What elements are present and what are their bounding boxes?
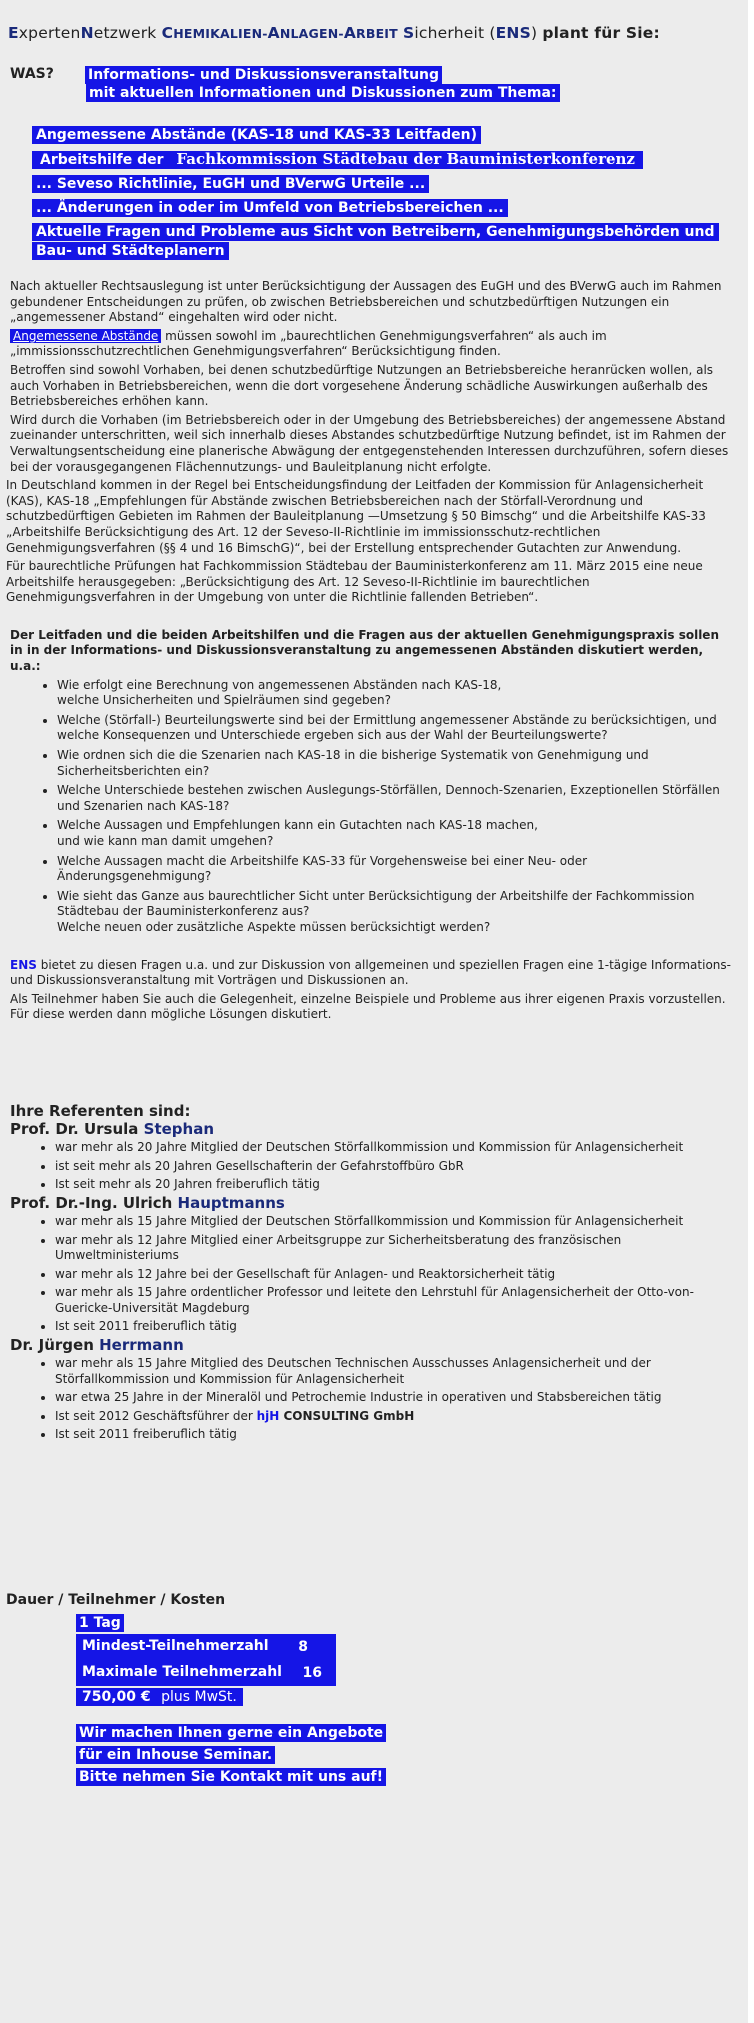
paragraph: Wird durch die Vorhaben (im Betriebsbereich oder in der Umgebung des Betriebsbereiches) der angemessene Abstand zueinander unterschritten, weil sich innerhalb dieses Abstandes schutzbedürftige Nutzung befindet, ist im Rahmen der Verwaltungsentscheidung eine planerische Abwägung der entgegenstehenden Interessen durchzuführen, sofern dieses bei der vorausgegangenen Flächennutzungs- und Bauleitplanung nicht erfolgte. <box>10 412 729 474</box>
paragraph: Als Teilnehmer haben Sie auch die Gelegenheit, einzelne Beispiele und Probleme aus ihrer eigenen Praxis vorzustellen. Für diese werden dann mögliche Lösungen diskutiert. <box>10 991 726 1022</box>
paragraph: Betroffen sind sowohl Vorhaben, bei denen schutzbedürftige Nutzungen an Betriebsbereiche heranrücken wollen, als auch Vorhaben in Betriebsbereichen, wenn die dort vorgesehene Änderung schädliche Auswirkungen außerhalb des Betriebsbereiches erhöhen kann. <box>10 362 714 409</box>
paragraph: Für baurechtliche Prüfungen hat Fachkommission Städtebau der Bauministerkonferenz am 11. März 2015 eine neue Arbeitshilfe herausgegeben: „Berücksichtigung des Art. 12 Seveso-II-Richtlinie im baurechtlichen Genehmigungsverfahren in der Umgebung von unter die Richtlinie fallenden Betrieben“. <box>6 559 703 605</box>
price: 750,00 € plus MwSt. <box>76 1688 243 1706</box>
topic-item: ... Änderungen in oder im Umfeld von Betriebsbereichen ... <box>32 199 732 218</box>
list-item: • war mehr als 15 Jahre Mitglied der Deutschen Störfallkommission und Kommission für Anlagensicherheit <box>55 1214 735 1230</box>
referent-list <box>10 1356 735 1443</box>
questions-title: Der Leitfaden und die beiden Arbeitshilfen und die Fragen aus der aktuellen Genehmigungspraxis sollen in in der Informations- und Diskussionsveranstaltung zu angemessenen Abständen diskutiert werden, u.a.: <box>10 627 719 674</box>
referent-name: Prof. Dr.-Ing. Ulrich Hauptmanns <box>10 1193 285 1212</box>
cost-block <box>76 1612 386 1788</box>
list-item: • Ist seit 2011 freiberuflich tätig <box>55 1427 735 1443</box>
list-item: • ist seit mehr als 20 Jahren Gesellschafterin der Gefahrstoffbüro GbR <box>55 1159 735 1175</box>
list-item: • war mehr als 20 Jahre Mitglied der Deutschen Störfallkommission und Kommission für Anlagensicherheit <box>55 1140 735 1156</box>
list-item: • Welche Aussagen und Empfehlungen kann ein Gutachten nach KAS-18 machen, und wie kann man damit umgehen? <box>57 818 735 849</box>
was-label: WAS? <box>10 66 54 82</box>
referents-section <box>10 1104 735 1446</box>
list-item: • Wie erfolgt eine Berechnung von angemessenen Abständen nach KAS-18, welche Unsicherheiten und Spielräumen sind gegeben? <box>57 678 735 709</box>
referent-list <box>10 1214 735 1335</box>
question-list <box>10 678 735 936</box>
paragraph: Angemessene Abstände müssen sowohl im „baurechtlichen Genehmigungsverfahren“ als auch im „immissionsschutzrechtlichen Genehmigungsverfahren“ Berücksichtigung finden. <box>10 328 607 359</box>
referent-name: Dr. Jürgen Herrmann <box>10 1335 184 1354</box>
list-item: • Welche (Störfall-) Beurteilungswerte sind bei der Ermittlung angemessener Abstände zu berücksichtigen, und welche Konsequenzen und Unterschiede ergeben sich aus der Wahl der Beurteilungswerte? <box>57 713 735 744</box>
referent-list <box>10 1140 735 1193</box>
list-item: • Welche Unterschiede bestehen zwischen Auslegungs-Störfällen, Dennoch-Szenarien, Exzeptionellen Störfällen und Szenarien nach KAS-18? <box>57 783 735 814</box>
list-item: • war etwa 25 Jahre in der Mineralöl und Petrochemie Industrie in operativen und Stabsbereichen tätig <box>55 1390 735 1406</box>
topic-item: ... Seveso Richtlinie, EuGH und BVerwG Urteile ... <box>32 175 732 194</box>
paragraph: Nach aktueller Rechtsauslegung ist unter Berücksichtigung der Aussagen des EuGH und des BVerwG auch im Rahmen gebundener Entscheidungen zu prüfen, ob zwischen Betriebsbereichen und schutzbedürftigen Nutzungen ein „angemessener Abstand“ eingehalten wird oder nicht. <box>10 279 722 325</box>
list-item: • Ist seit 2012 Geschäftsführer der hjH CONSULTING GmbH <box>55 1409 735 1425</box>
highlight-term: Angemessene Abstände <box>10 329 161 343</box>
list-item: • Ist seit mehr als 20 Jahren freiberuflich tätig <box>55 1177 735 1193</box>
topic-item: Angemessene Abstände (KAS-18 und KAS-33 Leitfaden) <box>32 126 732 145</box>
list-item: • war mehr als 12 Jahre bei der Gesellschaft für Anlagen- und Reaktorsicherheit tätig <box>55 1267 735 1283</box>
referents-heading: Ihre Referenten sind: <box>10 1102 191 1120</box>
topic-item: Bau- und Städteplanern <box>32 242 732 261</box>
paragraph: ENS bietet zu diesen Fragen u.a. und zur Diskussion von allgemeinen und speziellen Fragen eine 1-tägige Informations- und Diskussionsveranstaltung mit Vorträgen und Diskussionen an. <box>10 957 731 988</box>
list-item: • Ist seit 2011 freiberuflich tätig <box>55 1319 735 1335</box>
duration: 1 Tag <box>76 1614 124 1632</box>
topic-item: Aktuelle Fragen und Probleme aus Sicht von Betreibern, Genehmigungsbehörden und <box>32 223 732 242</box>
list-item: • Welche Aussagen macht die Arbeitshilfe KAS-33 für Vorgehensweise bei einer Neu- oder Änderungsgenehmigung? <box>57 854 735 885</box>
paragraph: In Deutschland kommen in der Regel bei Entscheidungsfindung der Leitfaden der Kommission für Anlagensicherheit (KAS), KAS-18 „Empfehlungen für Abstände zwischen Betriebsbereichen nach der Störfall-Verordnung und schutzbedürftigen Gebieten im Rahmen der Bauleitplanung —Umsetzung § 50 Bimschg“ und die Arbeitshilfe KAS-33 „Arbeitshilfe Berücksichtigung des Art. 12 der Seveso-II-Richtlinie im immissionsschutz-rechtlichen Genehmigungsverfahren (§§ 4 und 16 BimschG)“, bei der Erstellung entsprechender Gutachten zur Anwendung. <box>6 478 706 555</box>
list-item: • war mehr als 12 Jahre Mitglied einer Arbeitsgruppe zur Sicherheitsberatung des französischen Umweltministeriums <box>55 1233 735 1264</box>
min-participants: Mindest-Teilnehmerzahl 8 <box>76 1634 336 1660</box>
list-item: • war mehr als 15 Jahre Mitglied des Deutschen Technischen Ausschusses Anlagensicherheit und der Störfallkommission und Kommission für Anlagensicherheit <box>55 1356 735 1387</box>
list-item: • Wie ordnen sich die die Szenarien nach KAS-18 in die bisherige Systematik von Genehmigung und Sicherheitsberichten ein? <box>57 748 735 779</box>
cta-line: Bitte nehmen Sie Kontakt mit uns auf! <box>76 1768 386 1786</box>
cost-heading: Dauer / Teilnehmer / Kosten <box>6 1592 226 1608</box>
list-item: • war mehr als 15 Jahre ordentlicher Professor und leitete den Lehrstuhl für Anlagensicherheit der Otto-von-Guericke-Universität Magdeburg <box>55 1285 735 1316</box>
topic-item: Arbeitshilfe der Fachkommission Städtebau der Bauministerkonferenz <box>32 150 732 170</box>
cta-line: Wir machen Ihnen gerne ein Angebote <box>76 1724 386 1742</box>
page-title: ExpertenNetzwerk CHEMIKALIEN-ANLAGEN-ARBEIT Sicherheit (ENS) plant für Sie: <box>8 24 660 42</box>
referent-name: Prof. Dr. Ursula Stephan <box>10 1119 215 1138</box>
cta-line: für ein Inhouse Seminar. <box>76 1746 275 1764</box>
list-item: • Wie sieht das Ganze aus baurechtlicher Sicht unter Berücksichtigung der Arbeitshilfe der Fachkommission Städtebau der Bauministerkonferenz aus? Welche neuen oder zusätzliche Aspekte müssen berücksichtigt werden? <box>57 889 735 936</box>
topic-list <box>32 126 732 266</box>
main-text <box>6 279 735 1026</box>
was-description: Informations- und Diskussionsveranstaltung mit aktuellen Informationen und Diskussionen zum Thema: <box>85 66 560 102</box>
max-participants: Maximale Teilnehmerzahl 16 <box>76 1660 336 1686</box>
